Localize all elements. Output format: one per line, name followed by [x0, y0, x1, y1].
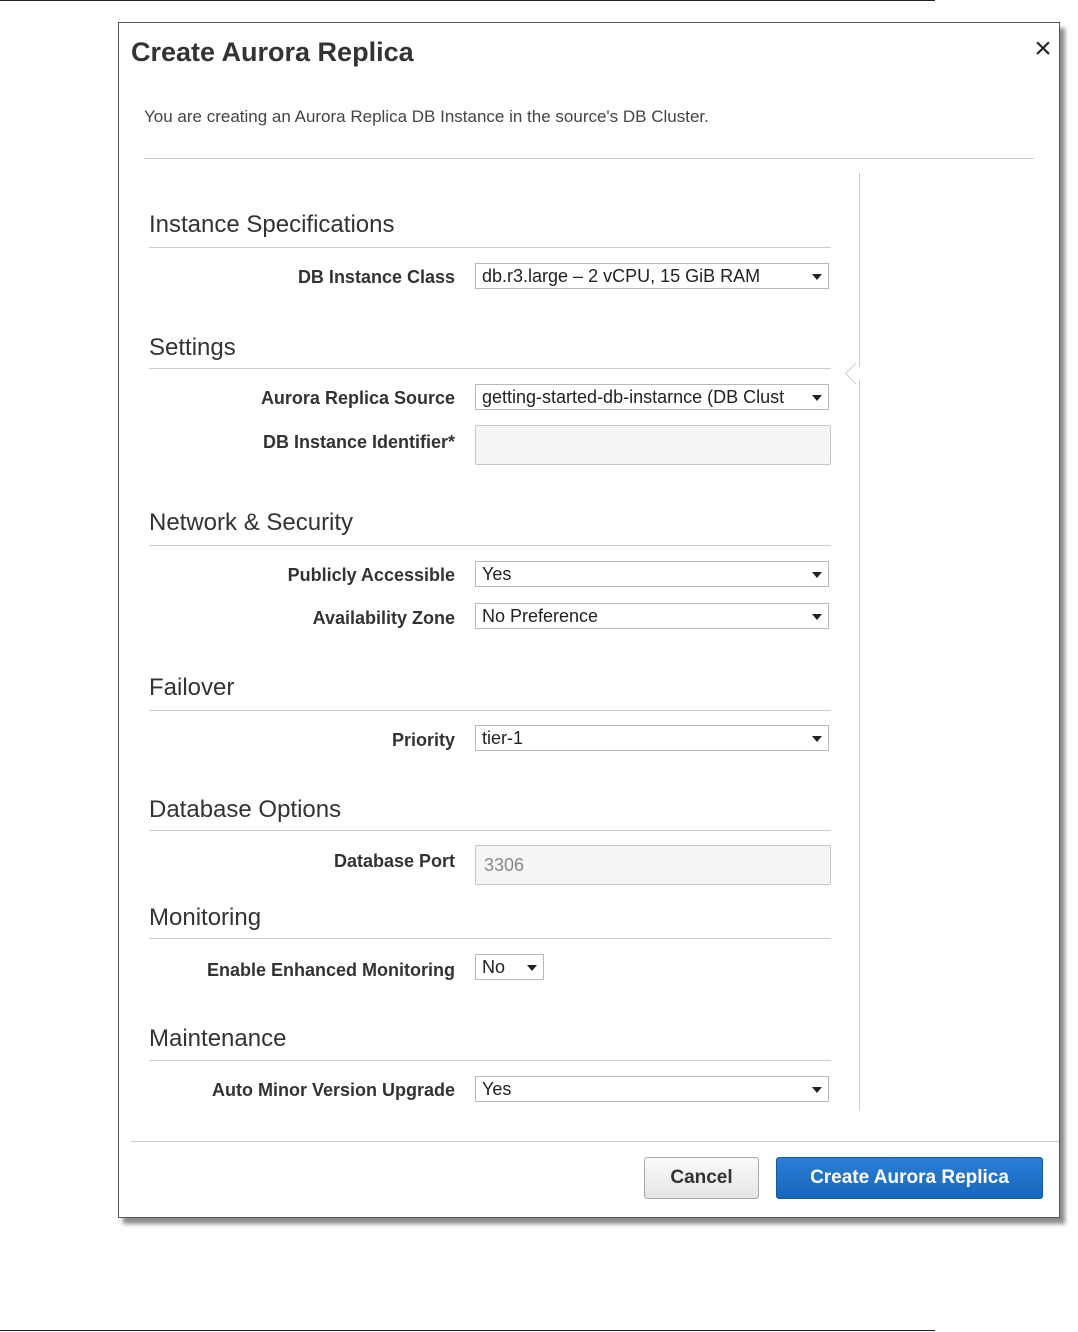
availability-zone-value: No Preference	[482, 606, 599, 626]
section-rule	[149, 938, 831, 939]
close-icon[interactable]: ×	[1034, 32, 1052, 65]
availability-zone-label: Availability Zone	[312, 608, 455, 628]
create-aurora-replica-dialog	[118, 22, 1060, 1218]
db-instance-class-select[interactable]	[475, 263, 829, 289]
instance-identifier-label: DB Instance Identifier*	[262, 432, 455, 452]
instance-identifier-input[interactable]	[475, 425, 831, 465]
header-divider	[144, 158, 1034, 159]
page-bottom-rule	[0, 1330, 935, 1331]
section-title-database-options: Database Options	[149, 796, 342, 823]
replica-source-value: getting-started-db-instarnce (DB Clust	[482, 387, 785, 407]
section-rule	[149, 1060, 831, 1061]
page-top-rule	[0, 0, 935, 1]
db-instance-class-label: DB Instance Class	[297, 267, 455, 287]
publicly-accessible-select[interactable]	[475, 561, 829, 587]
auto-minor-upgrade-select[interactable]	[475, 1076, 829, 1102]
section-title-failover: Failover	[149, 674, 235, 701]
create-aurora-replica-button[interactable]: Create Aurora Replica	[776, 1157, 1043, 1199]
chevron-down-icon	[812, 736, 822, 742]
database-port-input[interactable]	[475, 845, 831, 885]
enhanced-monitoring-value: No	[482, 957, 506, 977]
chevron-down-icon	[812, 614, 822, 620]
publicly-accessible-label: Publicly Accessible	[287, 565, 455, 585]
section-title-monitoring: Monitoring	[149, 904, 262, 931]
cancel-button[interactable]: Cancel	[644, 1157, 759, 1199]
enhanced-monitoring-label: Enable Enhanced Monitoring	[206, 960, 455, 980]
vertical-divider	[859, 173, 860, 1110]
chevron-down-icon	[812, 274, 822, 280]
section-rule	[149, 830, 831, 831]
db-instance-class-value: db.r3.large – 2 vCPU, 15 GiB RAM	[482, 266, 761, 286]
section-title-network-security: Network & Security	[149, 509, 354, 536]
chevron-down-icon	[527, 965, 537, 971]
vertical-divider-notch	[845, 363, 866, 384]
priority-select[interactable]	[475, 725, 829, 751]
dialog-title: Create Aurora Replica	[131, 37, 414, 67]
section-title-instance-specifications: Instance Specifications	[149, 211, 395, 238]
auto-minor-upgrade-value: Yes	[482, 1079, 512, 1099]
chevron-down-icon	[812, 395, 822, 401]
section-title-maintenance: Maintenance	[149, 1025, 287, 1052]
chevron-down-icon	[812, 572, 822, 578]
priority-label: Priority	[391, 730, 455, 750]
priority-value: tier-1	[482, 728, 524, 748]
database-port-label: Database Port	[333, 851, 455, 871]
publicly-accessible-value: Yes	[482, 564, 512, 584]
footer-divider	[131, 1141, 1059, 1142]
section-title-settings: Settings	[149, 334, 236, 361]
dialog-description: You are creating an Aurora Replica DB Instance in the source's DB Cluster.	[144, 107, 709, 126]
section-rule	[149, 247, 831, 248]
section-rule	[149, 545, 831, 546]
chevron-down-icon	[812, 1087, 822, 1093]
enhanced-monitoring-select[interactable]	[475, 954, 544, 980]
section-rule	[149, 368, 831, 369]
availability-zone-select[interactable]	[475, 603, 829, 629]
section-rule	[149, 710, 831, 711]
replica-source-select[interactable]	[475, 384, 829, 410]
auto-minor-upgrade-label: Auto Minor Version Upgrade	[211, 1080, 455, 1100]
replica-source-label: Aurora Replica Source	[260, 388, 455, 408]
